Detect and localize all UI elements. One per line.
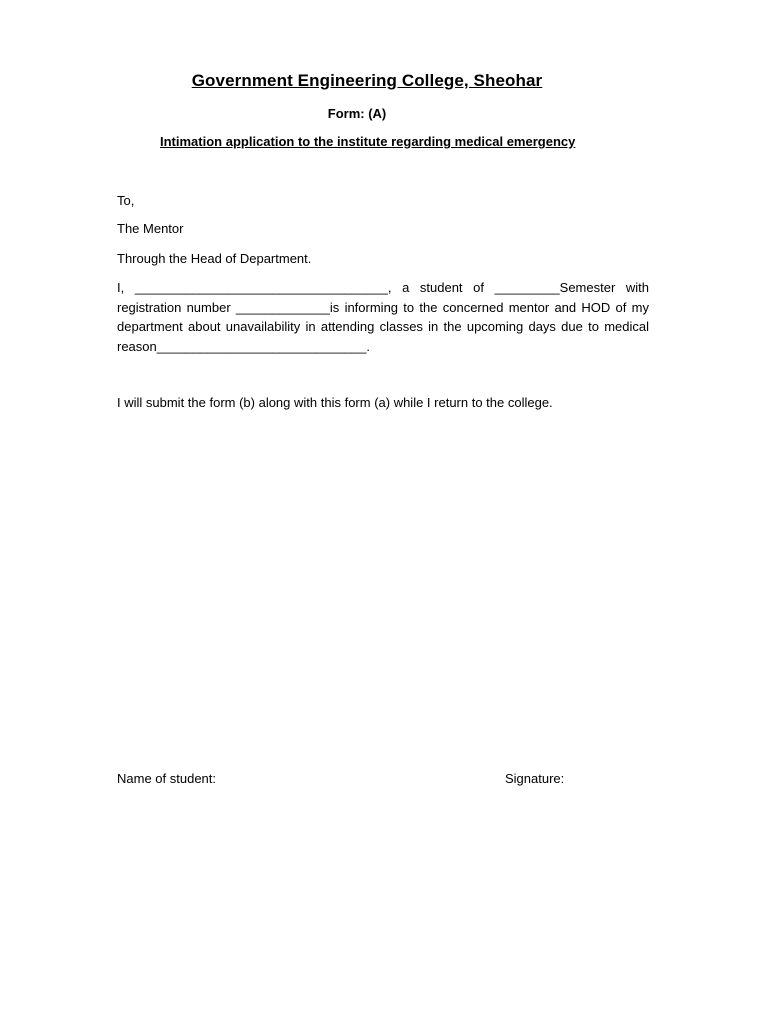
college-title: Government Engineering College, Sheohar bbox=[191, 71, 543, 90]
salutation-to: To, bbox=[117, 193, 135, 208]
submission-note: I will submit the form (b) along with this form (a) while I return to the college. bbox=[117, 395, 553, 410]
recipient-line: The Mentor bbox=[117, 221, 184, 236]
through-line: Through the Head of Department. bbox=[117, 251, 312, 266]
student-name-label: Name of student: bbox=[117, 771, 216, 786]
form-label: Form: (A) bbox=[327, 106, 387, 121]
form-subject: Intimation application to the institute regarding medical emergency bbox=[160, 134, 576, 149]
signature-label: Signature: bbox=[505, 771, 565, 786]
body-paragraph: I, ___________________________________, a student of _________Semester with registration number _____________is informing to the concerned mentor and HOD of my department about unavailability in attending classes in the upcoming days due to medical reason_____________________________. bbox=[117, 280, 649, 354]
